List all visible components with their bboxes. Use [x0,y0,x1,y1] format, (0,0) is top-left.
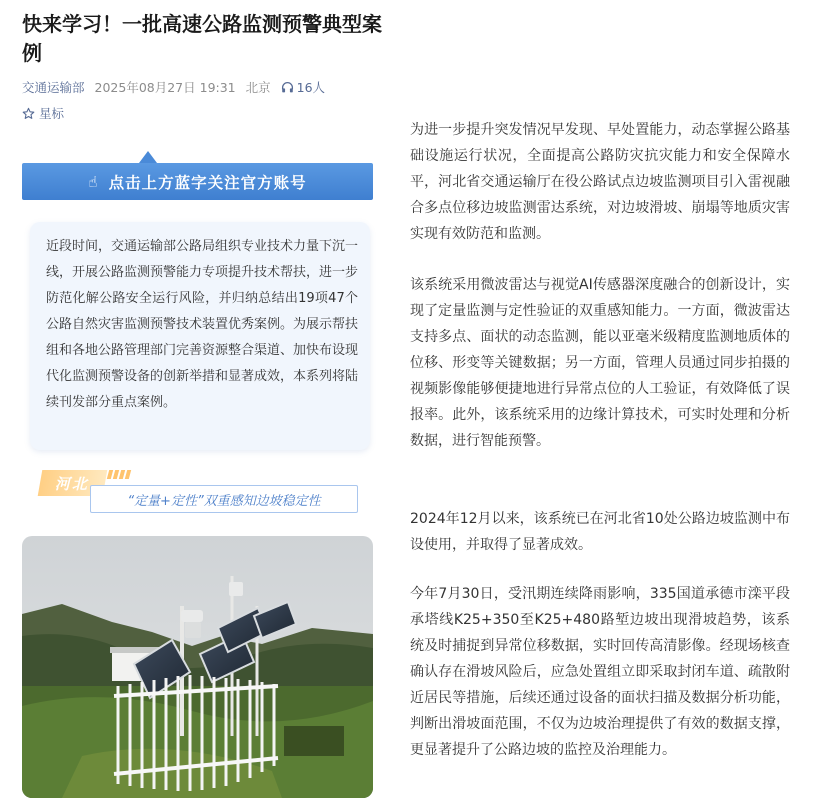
paragraph-3: 2024年12月以来，该系统已在河北省10处公路边坡监测中布设使用，并取得了显著成效。 [410,511,790,553]
region-tag-label: 河北 [55,474,90,493]
source-account-link[interactable]: 交通运输部 [22,80,85,95]
tag-decoration [108,470,132,479]
follow-banner-label: 点击上方蓝字关注官方账号 [108,173,307,192]
listen-button[interactable] [281,78,325,96]
paragraph-2: 该系统采用微波雷达与视觉AI传感器深度融合的创新设计，实现了定量监测与定性验证的双重感知能力。一方面，微波雷达支持多点、面状的动态监测，能以亚毫米级精度监测地质体的位移、形变等关键数据；另一方面，管理人员通过同步拍摄的视频影像能够便捷地进行异常点位的人工验证，有效降低了误报率。此外，该系统采用的边缘计算技术，可实时处理和分析数据，进行智能预警。 [410,277,790,449]
listener-count: 16人 [296,80,326,95]
star-icon [22,107,35,120]
star-label: 星标 [39,106,65,121]
headphones-icon [281,81,294,94]
hand-pointer-icon: ☝ [88,172,99,191]
paragraph-4: 今年7月30日，受汛期连续降雨影响，335国道承德市滦平段承塔线K25+350至K25+480路堑边坡出现滑坡趋势，该系统及时捕捉到异常位移数据，实时回传高清影像。经现场核查确认存在滑坡风险后，应急处置组立即采取封闭车道、疏散附近居民等措施，后续还通过设备的面状扫描及数据分析功能，判断出滑坡面范围，不仅为边坡治理提供了有效的数据支撑，更显著提升了公路边坡的监控及治理能力。 [410,586,790,758]
follow-account-banner[interactable] [22,163,373,200]
section-subtitle: “定量+定性”双重感知边坡稳定性 [90,485,358,513]
star-button[interactable] [22,104,64,122]
intro-text: 近段时间，交通运输部公路局组织专业技术力量下沉一线，开展公路监测预警能力专项提升技术帮扶，进一步防范化解公路安全运行风险，并归纳总结出19项47个公路自然灾害监测预警技术装置优秀案例。为展示帮扶组和各地公路管理部门完善资源整合渠道、加快布设现代化监测预警设备的创新举措和显著成效，本系列将陆续刊发部分重点案例。 [46,239,359,410]
publish-location: 北京 [245,80,271,95]
publish-date: 2025年08月27日 19:31 [94,80,236,95]
article-title: 快来学习！一批高速公路监测预警典型案例 [22,12,382,65]
monitoring-station-photo [22,536,373,798]
article-meta [22,78,325,96]
banner-arrow [139,151,157,163]
paragraph-1: 为进一步提升突发情况早发现、早处置能力，动态掌握公路基础设施运行状况，全面提高公路防灾抗灾能力和安全保障水平，河北省交通运输厅在役公路试点边坡监测项目引入雷视融合多点位移边坡监测雷达系统，对边坡滑坡、崩塌等地质灾害实现有效防范和监测。 [410,122,790,242]
